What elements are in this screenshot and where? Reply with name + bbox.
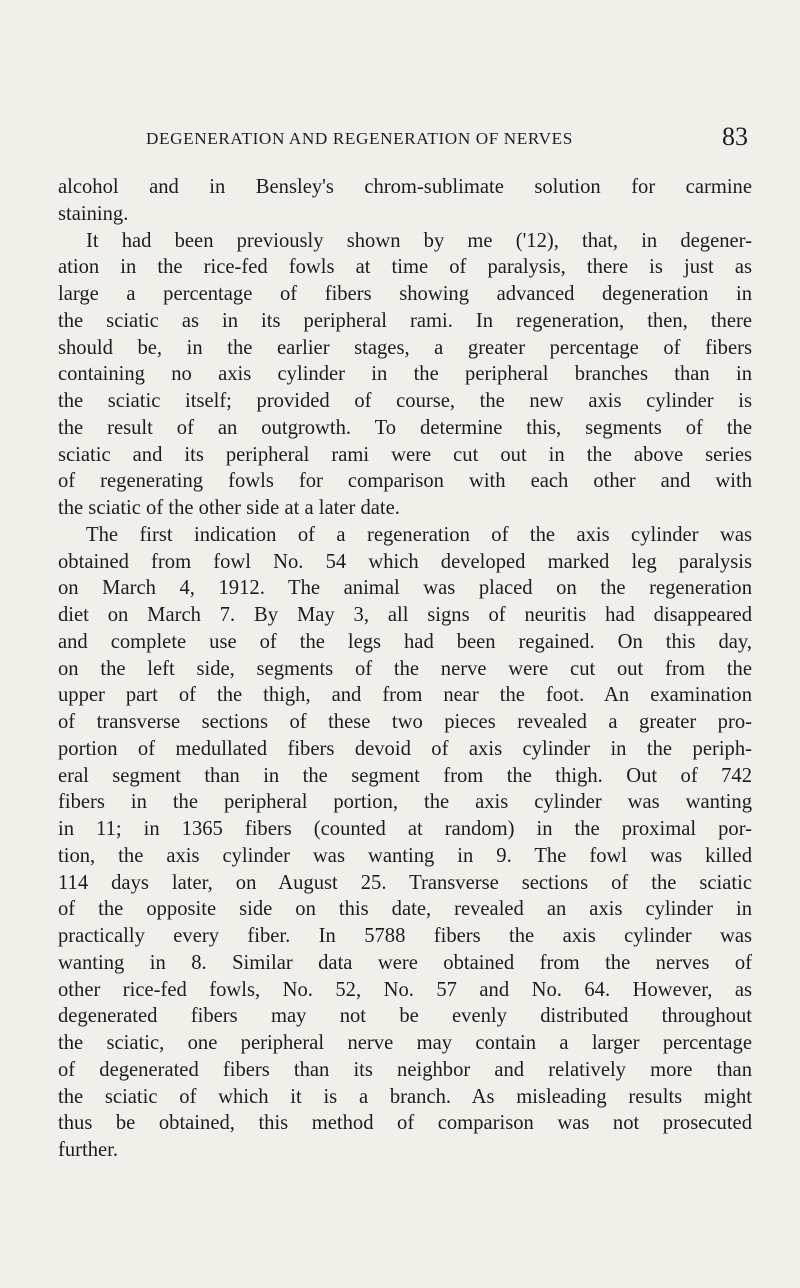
text-line: obtained from fowl No. 54 which developed marked leg paralysis [58, 550, 752, 573]
text-line: the sciatic, one peripheral nerve may contain a larger percentage [58, 1032, 752, 1054]
text-line: thus be obtained, this method of comparison was not prosecuted [58, 1112, 752, 1135]
text-line: on the left side, segments of the nerve were cut out from the [58, 657, 752, 680]
text-line: the sciatic of which it is a branch. As misleading results might [58, 1085, 752, 1108]
text-line: of regenerating fowls for comparison with each other and with [58, 470, 752, 493]
text-line: upper part of the thigh, and from near the foot. An examination [58, 684, 752, 707]
text-line: the result of an outgrowth. To determine this, segments of the [58, 416, 752, 439]
text-line: in 11; in 1365 fibers (counted at random) in the proximal por- [58, 818, 752, 840]
paragraph-end-line: staining. [58, 202, 129, 225]
running-title: DEGENERATION AND REGENERATION OF NERVES [146, 129, 573, 148]
running-head [120, 122, 748, 158]
text-line: on March 4, 1912. The animal was placed on the regeneration [58, 577, 752, 600]
text-line: 114 days later, on August 25. Transverse sections of the sciatic [58, 871, 752, 894]
text-line: the sciatic as in its peripheral rami. In regeneration, then, there [58, 309, 752, 332]
paragraph-end-line: further. [58, 1139, 119, 1161]
text-line: containing no axis cylinder in the peripheral branches than in [58, 363, 752, 386]
text-line: diet on March 7. By May 3, all signs of neuritis had disappeared [58, 604, 752, 626]
text-line: large a percentage of fibers showing advanced degeneration in [58, 283, 752, 305]
text-line: tion, the axis cylinder was wanting in 9. The fowl was killed [58, 844, 752, 867]
text-line: of transverse sections of these two pieces revealed a greater pro- [58, 711, 752, 733]
text-line: portion of medullated fibers devoid of axis cylinder in the periph- [58, 737, 752, 760]
text-line: wanting in 8. Similar data were obtained from the nerves of [58, 951, 752, 974]
text-line: fibers in the peripheral portion, the axis cylinder was wanting [58, 791, 752, 814]
text-line: of the opposite side on this date, revealed an axis cylinder in [58, 898, 752, 921]
text-line: of degenerated fibers than its neighbor and relatively more than [58, 1058, 752, 1081]
paragraph-start-line: The first indication of a regeneration of the axis cylinder was [86, 523, 752, 546]
text-line: practically every fiber. In 5788 fibers the axis cylinder was [58, 925, 752, 947]
text-line: sciatic and its peripheral rami were cut out in the above series [58, 443, 752, 466]
text-line: alcohol and in Bensley's chrom-sublimate solution for carmine [58, 176, 752, 198]
text-line: other rice-fed fowls, No. 52, No. 57 and No. 64. However, as [58, 978, 752, 1001]
text-line: eral segment than in the segment from the thigh. Out of 742 [58, 764, 752, 787]
text-line: and complete use of the legs had been regained. On this day, [58, 630, 752, 653]
paragraph-start-line: It had been previously shown by me ('12), that, in degener- [86, 229, 752, 252]
text-line: ation in the rice-fed fowls at time of paralysis, there is just as [58, 256, 752, 279]
text-line: the sciatic itself; provided of course, the new axis cylinder is [58, 390, 752, 412]
paragraph-end-line: the sciatic of the other side at a later date. [58, 497, 400, 519]
page-number: 83 [722, 122, 748, 151]
body-text [58, 174, 752, 1164]
text-line: should be, in the earlier stages, a greater percentage of fibers [58, 336, 752, 359]
text-line: degenerated fibers may not be evenly distributed throughout [58, 1005, 752, 1028]
